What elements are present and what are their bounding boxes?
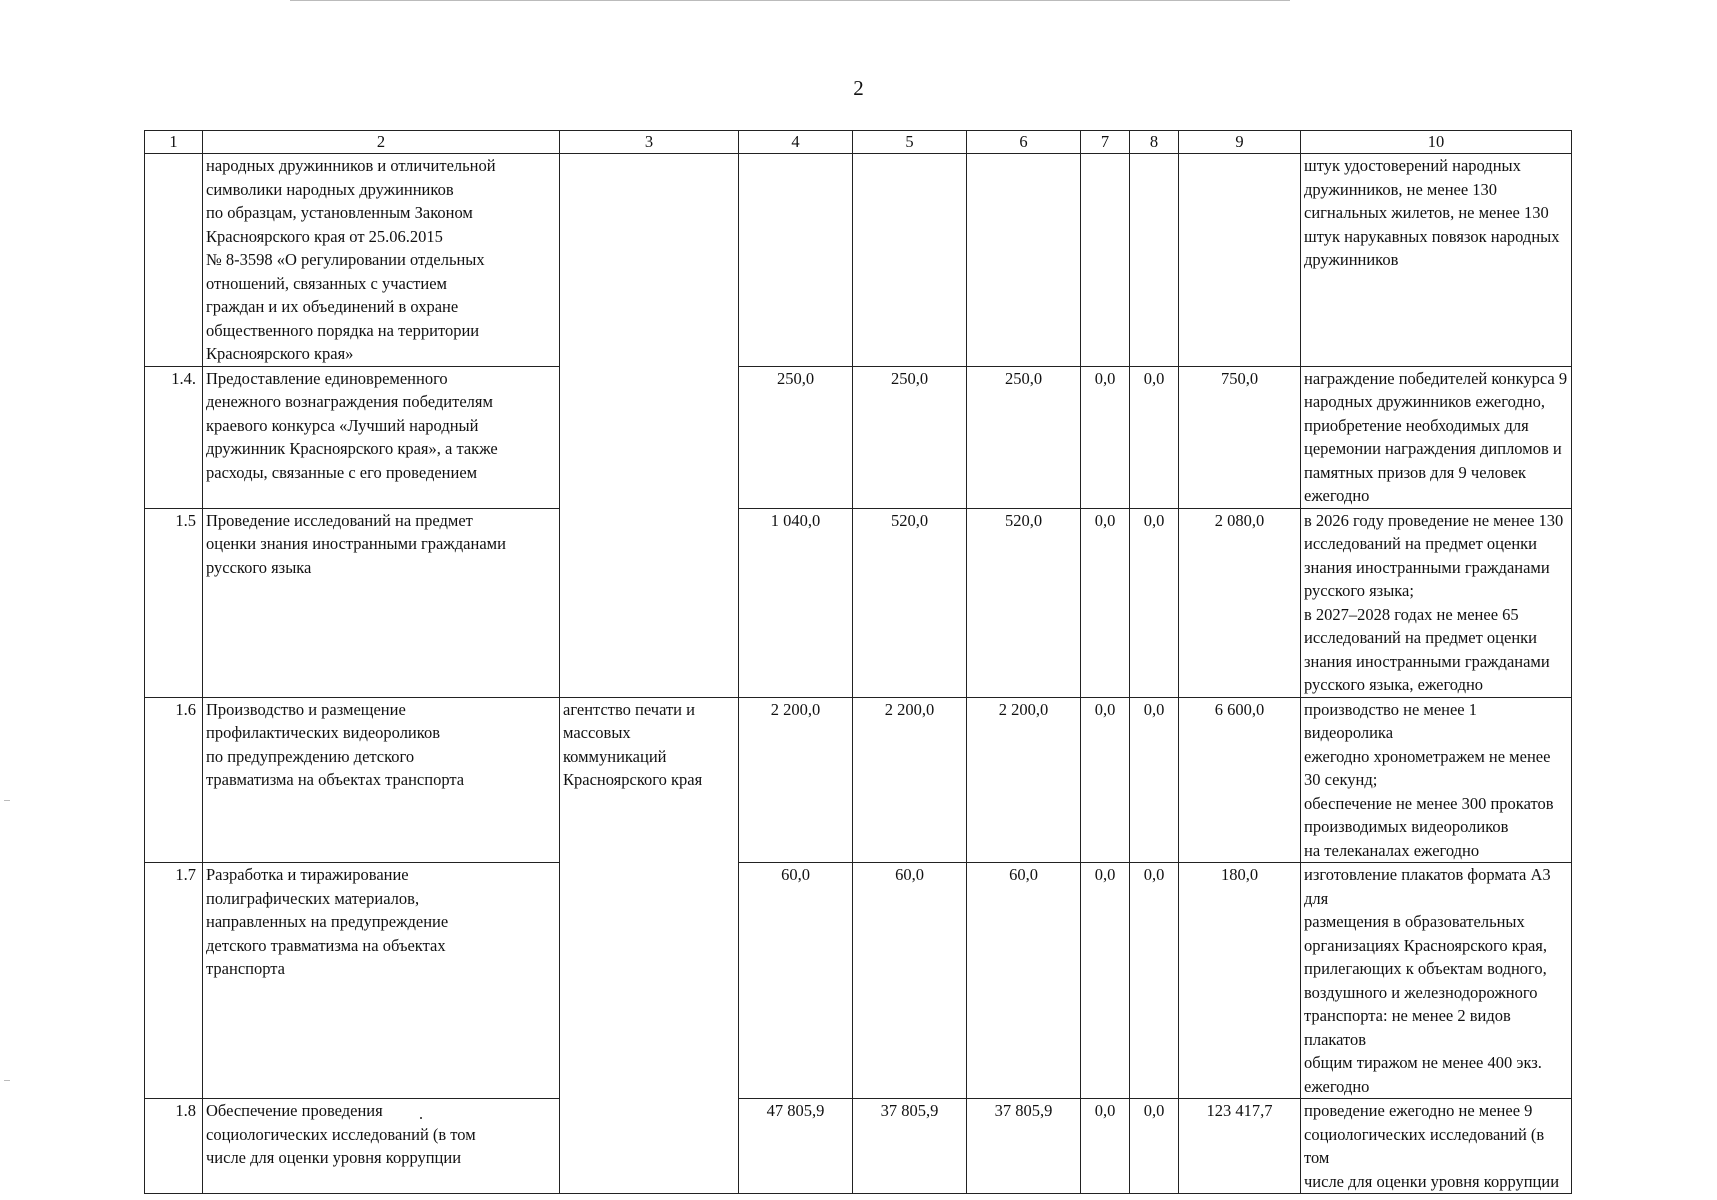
value-col7: 0,0 — [1081, 697, 1130, 863]
measure-name: народных дружинников и отличительной символики народных дружинников по образцам, установленным Законом Красноярского края от 25.06.2015 № 8-3598 «О регулировании отдельных отношений, связанных с участием граждан и их объединений в охране общественного порядка на территории Красноярского края» — [203, 154, 560, 367]
expected-result: изготовление плакатов формата А3 для размещения в образовательных организациях Красноярского края, прилегающих к объектам водного, воздушного и железнодорожного транспорта: не менее 2 видов плакатов общим тиражом не менее 400 экз. ежегодно — [1301, 863, 1572, 1099]
value-col4: 2 200,0 — [739, 697, 853, 863]
value-col4: 1 040,0 — [739, 508, 853, 697]
value-col7 — [1081, 154, 1130, 367]
row-number: 1.8 — [145, 1099, 203, 1194]
scan-edge-mark — [4, 800, 10, 801]
value-col9: 123 417,7 — [1179, 1099, 1301, 1194]
value-col6: 520,0 — [967, 508, 1081, 697]
value-col9: 750,0 — [1179, 366, 1301, 508]
measures-table — [144, 130, 1572, 1194]
col-header-7: 7 — [1081, 131, 1130, 154]
top-scan-line — [290, 0, 1290, 1]
table-row — [145, 508, 1572, 697]
executor-cell-empty — [560, 154, 739, 698]
measure-name: Производство и размещение профилактических видеороликов по предупреждению детского травматизма на объектах транспорта — [203, 697, 560, 863]
value-col8 — [1130, 154, 1179, 367]
col-header-4: 4 — [739, 131, 853, 154]
value-col5 — [853, 154, 967, 367]
table-row — [145, 154, 1572, 367]
table-row — [145, 697, 1572, 863]
measure-name: Проведение исследований на предмет оценки знания иностранными гражданами русского языка — [203, 508, 560, 697]
measure-name: Разработка и тиражирование полиграфических материалов, направленных на предупреждение детского травматизма на объектах транспорта — [203, 863, 560, 1099]
value-col9: 6 600,0 — [1179, 697, 1301, 863]
expected-result: штук удостоверений народных дружинников, не менее 130 сигнальных жилетов, не менее 130 штук нарукавных повязок народных дружинников — [1301, 154, 1572, 367]
col-header-5: 5 — [853, 131, 967, 154]
value-col8: 0,0 — [1130, 366, 1179, 508]
value-col6 — [967, 154, 1081, 367]
scan-edge-mark — [4, 1080, 10, 1081]
value-col6: 250,0 — [967, 366, 1081, 508]
value-col4 — [739, 154, 853, 367]
value-col7: 0,0 — [1081, 508, 1130, 697]
value-col9 — [1179, 154, 1301, 367]
value-col7: 0,0 — [1081, 1099, 1130, 1194]
value-col7: 0,0 — [1081, 366, 1130, 508]
col-header-3: 3 — [560, 131, 739, 154]
value-col8: 0,0 — [1130, 1099, 1179, 1194]
expected-result: производство не менее 1 видеоролика ежегодно хронометражем не менее 30 секунд; обеспечение не менее 300 прокатов производимых видеороликов на телеканалах ежегодно — [1301, 697, 1572, 863]
value-col6: 60,0 — [967, 863, 1081, 1099]
expected-result: награждение победителей конкурса 9 народных дружинников ежегодно, приобретение необходимых для церемонии награждения дипломов и памятных призов для 9 человек ежегодно — [1301, 366, 1572, 508]
value-col6: 37 805,9 — [967, 1099, 1081, 1194]
row-number: 1.5 — [145, 508, 203, 697]
row-number — [145, 154, 203, 367]
table-row — [145, 863, 1572, 1099]
row-number: 1.6 — [145, 697, 203, 863]
table-row — [145, 1099, 1572, 1194]
measure-name: Предоставление единовременного денежного вознаграждения победителям краевого конкурса «Лучший народный дружинник Красноярского края», а также расходы, связанные с его проведением — [203, 366, 560, 508]
measure-name: Обеспечение проведения социологических исследований (в том числе для оценки уровня коррупции — [203, 1099, 560, 1194]
value-col4: 250,0 — [739, 366, 853, 508]
value-col6: 2 200,0 — [967, 697, 1081, 863]
value-col8: 0,0 — [1130, 508, 1179, 697]
value-col7: 0,0 — [1081, 863, 1130, 1099]
col-header-2: 2 — [203, 131, 560, 154]
col-header-9: 9 — [1179, 131, 1301, 154]
value-col9: 180,0 — [1179, 863, 1301, 1099]
expected-result: проведение ежегодно не менее 9 социологических исследований (в том числе для оценки уровня коррупции — [1301, 1099, 1572, 1194]
row-number: 1.7 — [145, 863, 203, 1099]
header-row — [145, 131, 1572, 154]
value-col5: 60,0 — [853, 863, 967, 1099]
value-col5: 250,0 — [853, 366, 967, 508]
value-col8: 0,0 — [1130, 863, 1179, 1099]
scan-speck — [420, 1117, 422, 1119]
row-number: 1.4. — [145, 366, 203, 508]
value-col5: 37 805,9 — [853, 1099, 967, 1194]
value-col9: 2 080,0 — [1179, 508, 1301, 697]
value-col5: 520,0 — [853, 508, 967, 697]
value-col4: 60,0 — [739, 863, 853, 1099]
executor-agency: агентство печати и массовых коммуникаций Красноярского края — [560, 697, 739, 1194]
page-number: 2 — [853, 76, 864, 100]
col-header-6: 6 — [967, 131, 1081, 154]
col-header-8: 8 — [1130, 131, 1179, 154]
table-row — [145, 366, 1572, 508]
col-header-1: 1 — [145, 131, 203, 154]
col-header-10: 10 — [1301, 131, 1572, 154]
value-col4: 47 805,9 — [739, 1099, 853, 1194]
value-col8: 0,0 — [1130, 697, 1179, 863]
value-col5: 2 200,0 — [853, 697, 967, 863]
expected-result: в 2026 году проведение не менее 130 исследований на предмет оценки знания иностранными гражданами русского языка; в 2027–2028 годах не менее 65 исследований на предмет оценки знания иностранными гражданами русского языка, ежегодно — [1301, 508, 1572, 697]
